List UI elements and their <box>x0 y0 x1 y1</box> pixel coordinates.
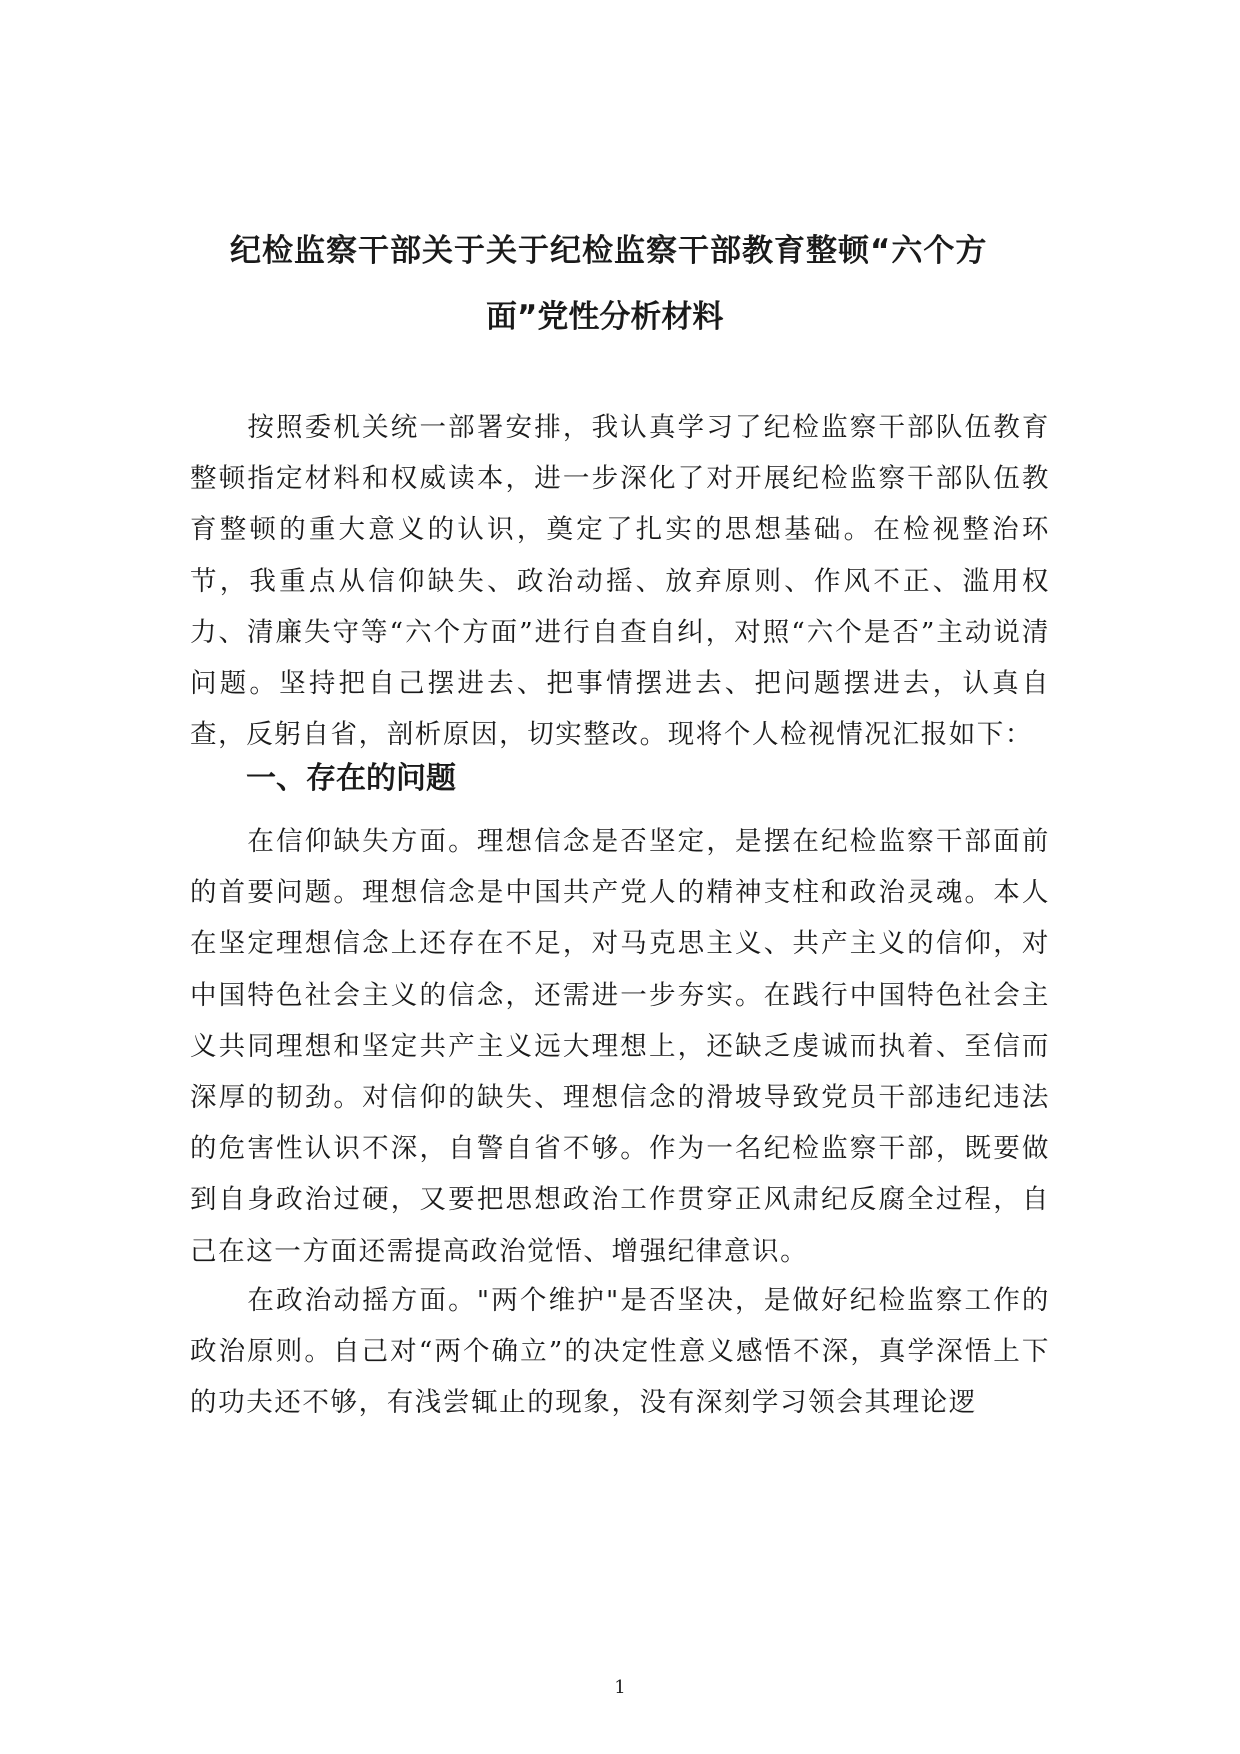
section-heading-problems: 一、存在的问题 <box>246 761 456 796</box>
document-title <box>230 218 1060 350</box>
politics-paragraph: 在政治动摇方面。"两个维护"是否坚决，是做好纪检监察工作的政治原则。自己对“两个确立”的决定性意义感悟不深，真学深悟上下的功夫还不够，有浅尝辄止的现象，没有深刻学习领会其理论逻 <box>190 1285 1050 1419</box>
faith-paragraph: 在信仰缺失方面。理想信念是否坚定，是摆在纪检监察干部面前的首要问题。理想信念是中国共产党人的精神支柱和政治灵魂。本人在坚定理想信念上还存在不足，对马克思主义、共产主义的信仰，对中国特色社会主义的信念，还需进一步夯实。在践行中国特色社会主义共同理想和坚定共产主义远大理想上，还缺乏虔诚而执着、至信而深厚的韧劲。对信仰的缺失、理想信念的滑坡导致党员干部违纪违法的危害性认识不深，自警自省不够。作为一名纪检监察干部，既要做到自身政治过硬，又要把思想政治工作贯穿正风肃纪反腐全过程，自己在这一方面还需提高政治觉悟、增强纪律意识。 <box>190 826 1050 1267</box>
page-number: 1 <box>614 1677 626 1698</box>
intro-paragraph: 按照委机关统一部署安排，我认真学习了纪检监察干部队伍教育整顿指定材料和权威读本，进一步深化了对开展纪检监察干部队伍教育整顿的重大意义的认识，奠定了扎实的思想基础。在检视整治环节，我重点从信仰缺失、政治动摇、放弃原则、作风不正、滥用权力、清廉失守等“六个方面”进行自查自纠，对照“六个是否”主动说清问题。坚持把自己摆进去、把事情摆进去、把问题摆进去，认真自查，反躬自省，剖析原因，切实整改。现将个人检视情况汇报如下： <box>190 412 1050 751</box>
document-title-line-1: 纪检监察干部关于关于纪检监察干部教育整顿“六个方 <box>230 233 988 269</box>
document-title-line-2: 面”党性分析材料 <box>486 299 724 335</box>
